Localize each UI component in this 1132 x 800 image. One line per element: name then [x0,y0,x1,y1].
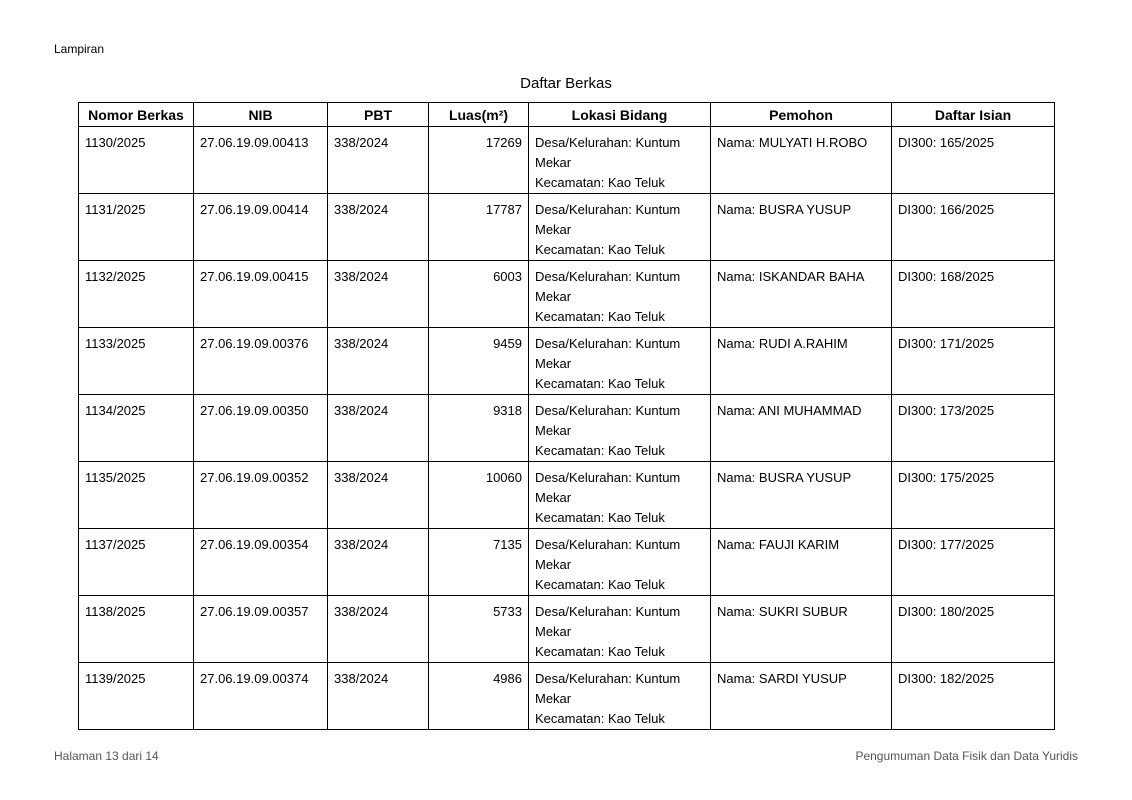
daftar-isian-cell: DI300: 173/2025 [892,395,1055,462]
kecamatan-text: Kecamatan: Kao Teluk [535,644,665,659]
desa-kelurahan-text: Desa/Kelurahan: Kuntum Mekar [535,202,681,237]
nib-cell: 27.06.19.09.00357 [194,596,328,663]
nib-cell: 27.06.19.09.00354 [194,529,328,596]
kecamatan-text: Kecamatan: Kao Teluk [535,711,665,726]
pbt-cell: 338/2024 [328,261,429,328]
pbt-cell: 338/2024 [328,328,429,395]
table-row [79,261,1055,328]
header-nomor-berkas: Nomor Berkas [79,103,194,127]
daftar-isian-cell: DI300: 171/2025 [892,328,1055,395]
page-label: Lampiran [54,42,105,56]
kecamatan-text: Kecamatan: Kao Teluk [535,577,665,592]
nomor-berkas-cell: 1137/2025 [79,529,194,596]
desa-kelurahan-text: Desa/Kelurahan: Kuntum Mekar [535,537,681,572]
nomor-berkas-cell: 1130/2025 [79,127,194,194]
table-row [79,328,1055,395]
luas-cell: 10060 [429,462,529,529]
nomor-berkas-cell: 1134/2025 [79,395,194,462]
nomor-berkas-cell: 1138/2025 [79,596,194,663]
nomor-berkas-cell: 1139/2025 [79,663,194,730]
lokasi-bidang-cell [529,663,711,730]
kecamatan-text: Kecamatan: Kao Teluk [535,175,665,190]
daftar-isian-cell: DI300: 180/2025 [892,596,1055,663]
lokasi-bidang-cell [529,596,711,663]
nomor-berkas-cell: 1133/2025 [79,328,194,395]
header-lokasi-bidang: Lokasi Bidang [529,103,711,127]
header-pemohon: Pemohon [711,103,892,127]
desa-kelurahan-text: Desa/Kelurahan: Kuntum Mekar [535,470,681,505]
pemohon-cell: Nama: SARDI YUSUP [711,663,892,730]
desa-kelurahan-text: Desa/Kelurahan: Kuntum Mekar [535,604,681,639]
nib-cell: 27.06.19.09.00415 [194,261,328,328]
table-body [79,127,1055,730]
nib-cell: 27.06.19.09.00413 [194,127,328,194]
desa-kelurahan-text: Desa/Kelurahan: Kuntum Mekar [535,269,681,304]
pemohon-cell: Nama: FAUJI KARIM [711,529,892,596]
nib-cell: 27.06.19.09.00374 [194,663,328,730]
daftar-berkas-table [78,102,1055,730]
lokasi-bidang-cell [529,127,711,194]
table-row [79,127,1055,194]
header-luas: Luas(m²) [429,103,529,127]
pemohon-cell: Nama: BUSRA YUSUP [711,194,892,261]
lokasi-bidang-cell [529,328,711,395]
table-row [79,462,1055,529]
daftar-isian-cell: DI300: 175/2025 [892,462,1055,529]
luas-cell: 6003 [429,261,529,328]
document-title: Daftar Berkas [520,75,612,92]
daftar-isian-cell: DI300: 177/2025 [892,529,1055,596]
table-row [79,395,1055,462]
table-header-row [79,103,1055,127]
pemohon-cell: Nama: SUKRI SUBUR [711,596,892,663]
nib-cell: 27.06.19.09.00350 [194,395,328,462]
kecamatan-text: Kecamatan: Kao Teluk [535,309,665,324]
pemohon-cell: Nama: RUDI A.RAHIM [711,328,892,395]
kecamatan-text: Kecamatan: Kao Teluk [535,510,665,525]
desa-kelurahan-text: Desa/Kelurahan: Kuntum Mekar [535,403,681,438]
pbt-cell: 338/2024 [328,462,429,529]
luas-cell: 9459 [429,328,529,395]
luas-cell: 17269 [429,127,529,194]
kecamatan-text: Kecamatan: Kao Teluk [535,376,665,391]
page-number-footer: Halaman 13 dari 14 [54,749,159,763]
lokasi-bidang-cell [529,529,711,596]
header-nib: NIB [194,103,328,127]
desa-kelurahan-text: Desa/Kelurahan: Kuntum Mekar [535,336,681,371]
pbt-cell: 338/2024 [328,529,429,596]
luas-cell: 5733 [429,596,529,663]
table-row [79,596,1055,663]
pbt-cell: 338/2024 [328,395,429,462]
header-pbt: PBT [328,103,429,127]
lokasi-bidang-cell [529,194,711,261]
pbt-cell: 338/2024 [328,194,429,261]
luas-cell: 17787 [429,194,529,261]
pbt-cell: 338/2024 [328,127,429,194]
pemohon-cell: Nama: MULYATI H.ROBO [711,127,892,194]
lokasi-bidang-cell [529,261,711,328]
header-daftar-isian: Daftar Isian [892,103,1055,127]
nomor-berkas-cell: 1131/2025 [79,194,194,261]
pbt-cell: 338/2024 [328,596,429,663]
pemohon-cell: Nama: BUSRA YUSUP [711,462,892,529]
luas-cell: 7135 [429,529,529,596]
daftar-isian-cell: DI300: 182/2025 [892,663,1055,730]
table-row [79,529,1055,596]
lokasi-bidang-cell [529,462,711,529]
lokasi-bidang-cell [529,395,711,462]
desa-kelurahan-text: Desa/Kelurahan: Kuntum Mekar [535,671,681,706]
table-row [79,194,1055,261]
pemohon-cell: Nama: ANI MUHAMMAD [711,395,892,462]
nib-cell: 27.06.19.09.00414 [194,194,328,261]
daftar-isian-cell: DI300: 168/2025 [892,261,1055,328]
pemohon-cell: Nama: ISKANDAR BAHA [711,261,892,328]
table-row [79,663,1055,730]
nomor-berkas-cell: 1132/2025 [79,261,194,328]
daftar-isian-cell: DI300: 166/2025 [892,194,1055,261]
document-name-footer: Pengumuman Data Fisik dan Data Yuridis [855,749,1078,763]
desa-kelurahan-text: Desa/Kelurahan: Kuntum Mekar [535,135,681,170]
kecamatan-text: Kecamatan: Kao Teluk [535,242,665,257]
luas-cell: 4986 [429,663,529,730]
kecamatan-text: Kecamatan: Kao Teluk [535,443,665,458]
nib-cell: 27.06.19.09.00376 [194,328,328,395]
daftar-isian-cell: DI300: 165/2025 [892,127,1055,194]
nomor-berkas-cell: 1135/2025 [79,462,194,529]
nib-cell: 27.06.19.09.00352 [194,462,328,529]
luas-cell: 9318 [429,395,529,462]
pbt-cell: 338/2024 [328,663,429,730]
